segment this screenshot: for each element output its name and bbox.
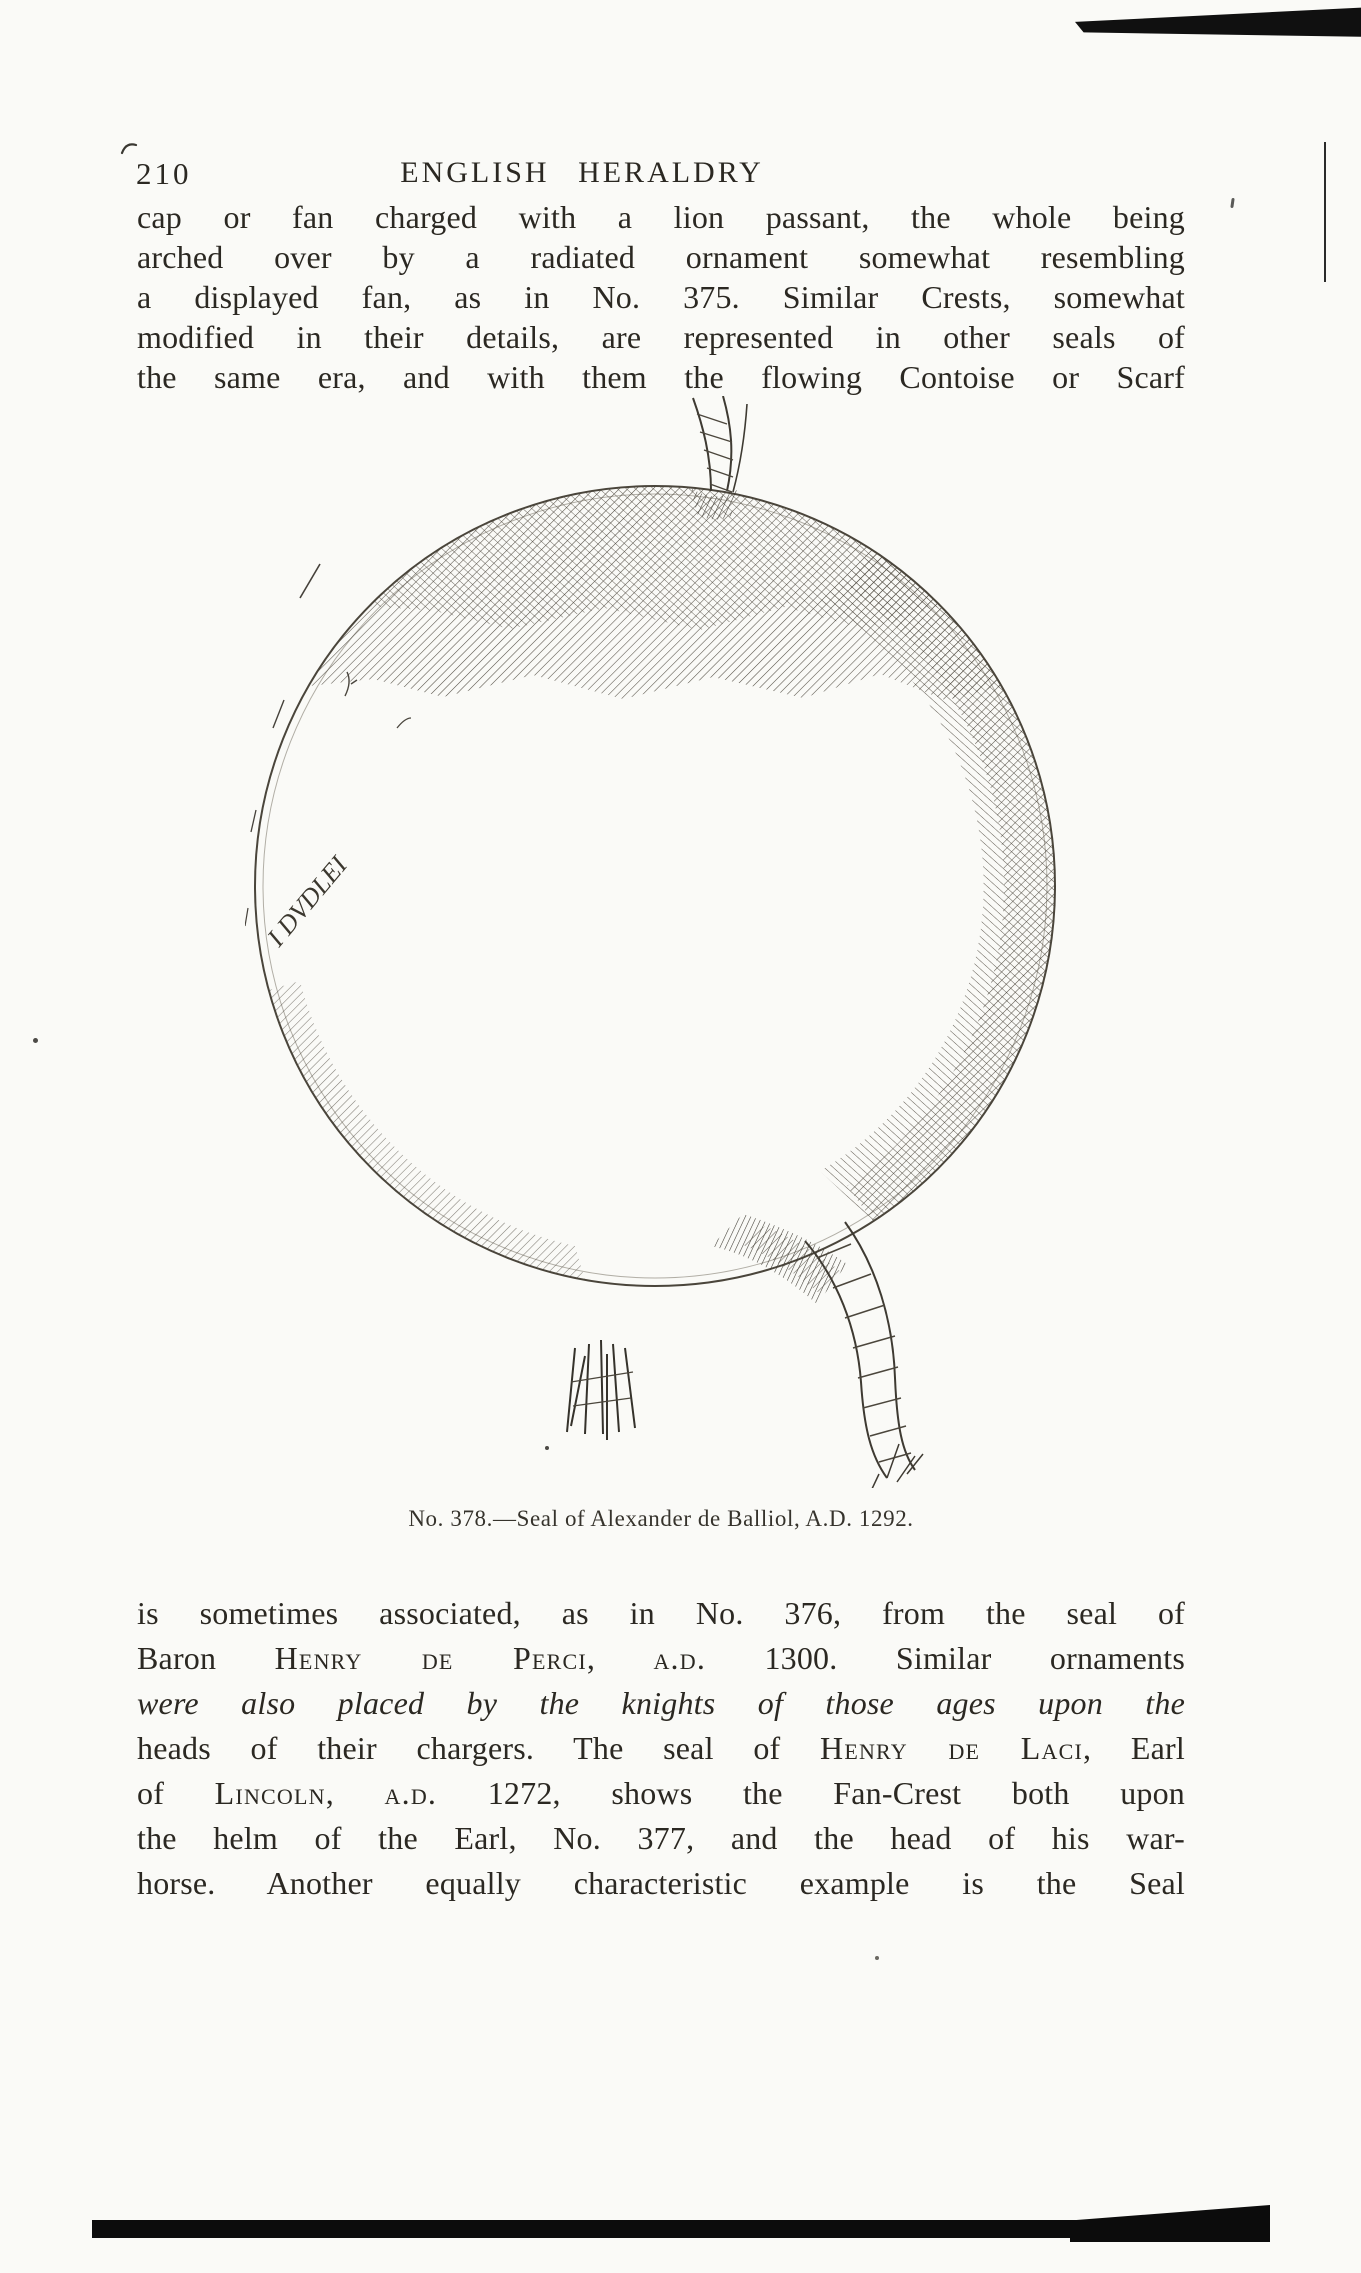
text-line: were also placed by the knights of those ages upon the	[137, 1685, 1185, 1721]
text-line: modified in their details, are represented in other seals of	[137, 319, 1185, 355]
text-line: Baron Henry de Perci, a.d. 1300. Similar ornaments	[137, 1640, 1185, 1676]
body-paragraph-2	[137, 1591, 1185, 1906]
text-line: is sometimes associated, as in No. 376, from the seal of	[137, 1595, 1185, 1631]
text-line: of Lincoln, a.d. 1272, shows the Fan-Crest both upon	[137, 1775, 1185, 1811]
text-line: horse. Another equally characteristic example is the Seal	[137, 1865, 1185, 1901]
scan-artifact-corner-wedge	[1075, 7, 1361, 38]
scan-artifact-tick	[1230, 198, 1234, 208]
seal-engraving	[245, 396, 1065, 1488]
running-header: ENGLISH HERALDRY	[400, 156, 764, 189]
text-line: the helm of the Earl, No. 377, and the head of his war-	[137, 1820, 1185, 1856]
scan-artifact-speck	[33, 1038, 38, 1043]
scan-artifact-bottom-bar	[92, 2220, 1174, 2238]
text-line: cap or fan charged with a lion passant, the whole being	[137, 199, 1185, 235]
page-number: 210	[136, 156, 192, 191]
scan-artifact-speck	[875, 1956, 879, 1960]
body-paragraph-1	[137, 197, 1185, 397]
text-line: the same era, and with them the flowing Contoise or Scarf	[137, 359, 1185, 395]
scan-artifact-bottom-bar-wedge	[1070, 2205, 1270, 2242]
seal-inscription: I DVDLEI	[261, 850, 353, 952]
scan-artifact-right-edge-line	[1324, 142, 1326, 282]
seal-engraving-figure	[245, 396, 1065, 1488]
text-line: heads of their chargers. The seal of Henry de Laci, Earl	[137, 1730, 1185, 1766]
text-line: a displayed fan, as in No. 375. Similar Crests, somewhat	[137, 279, 1185, 315]
figure-caption: No. 378.—Seal of Alexander de Balliol, A.D. 1292.	[408, 1506, 914, 1531]
text-line: arched over by a radiated ornament somewhat resembling	[137, 239, 1185, 275]
